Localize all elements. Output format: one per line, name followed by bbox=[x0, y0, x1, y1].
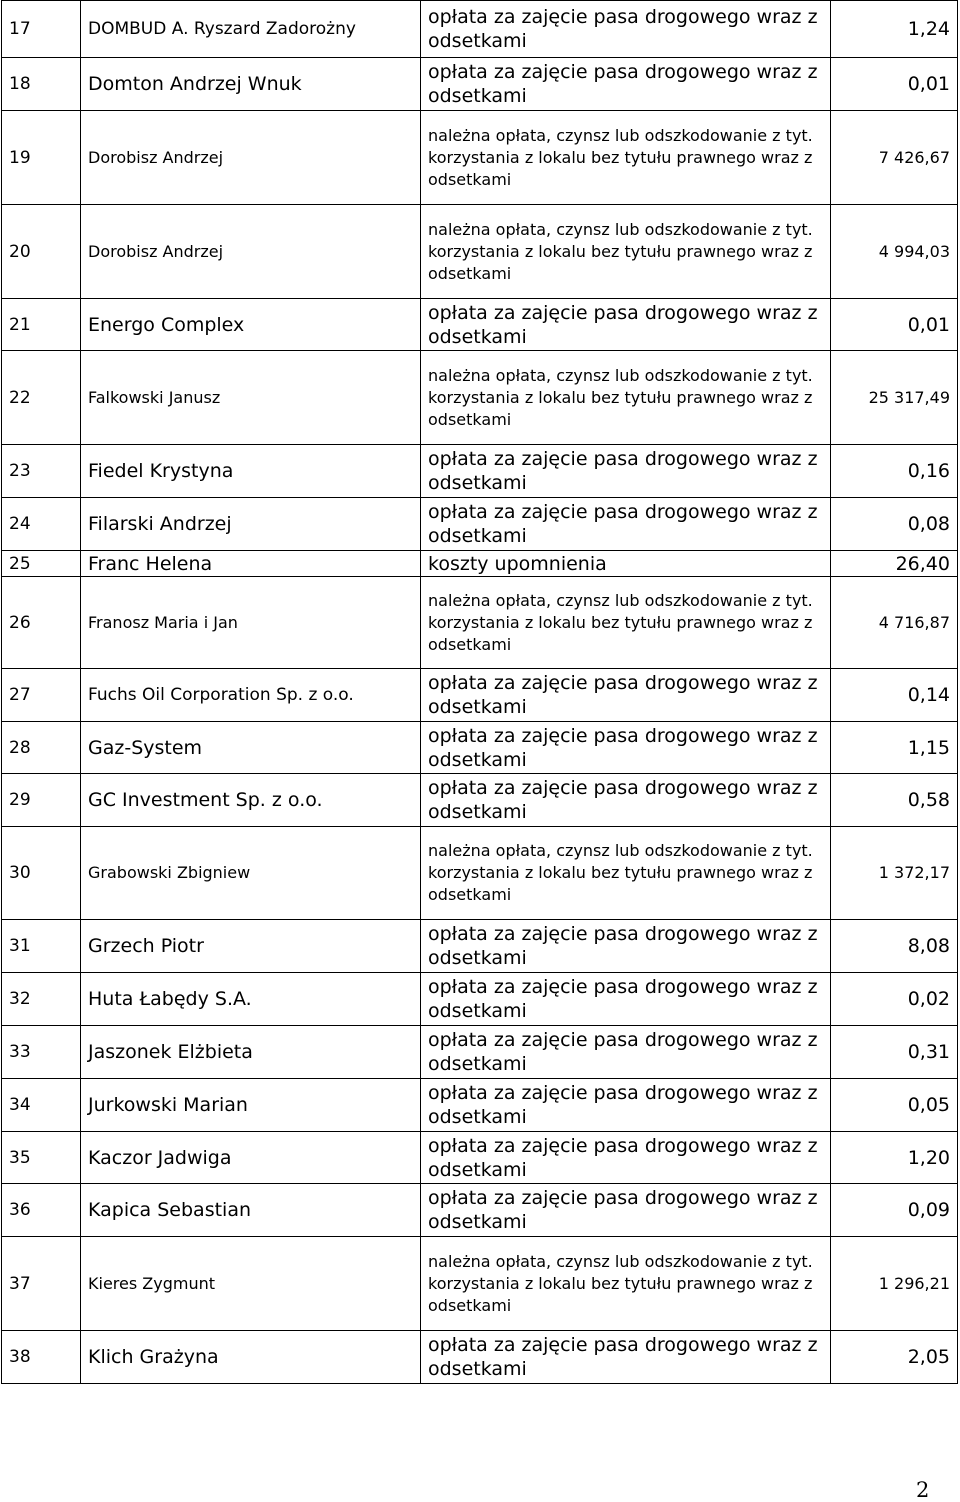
debt-amount: 26,40 bbox=[831, 551, 958, 577]
table-row bbox=[2, 973, 958, 1026]
row-number: 22 bbox=[2, 351, 81, 445]
table-row bbox=[2, 722, 958, 774]
debt-description: opłata za zajęcie pasa drogowego wraz z odsetkami bbox=[421, 1, 831, 58]
debtor-name: Klich Grażyna bbox=[81, 1331, 421, 1384]
table-row bbox=[2, 827, 958, 920]
debtor-name: Franc Helena bbox=[81, 551, 421, 577]
table-row bbox=[2, 551, 958, 577]
table-row bbox=[2, 920, 958, 973]
debt-description: opłata za zajęcie pasa drogowego wraz z odsetkami bbox=[421, 498, 831, 551]
debtor-name: Jurkowski Marian bbox=[81, 1079, 421, 1132]
debt-description: opłata za zajęcie pasa drogowego wraz z odsetkami bbox=[421, 669, 831, 722]
row-number: 21 bbox=[2, 299, 81, 351]
debt-amount: 0,01 bbox=[831, 58, 958, 111]
debtor-name: Filarski Andrzej bbox=[81, 498, 421, 551]
row-number: 31 bbox=[2, 920, 81, 973]
debt-description: opłata za zajęcie pasa drogowego wraz z odsetkami bbox=[421, 58, 831, 111]
table-row bbox=[2, 1331, 958, 1384]
debtor-name: Kaczor Jadwiga bbox=[81, 1132, 421, 1184]
table-row bbox=[2, 1184, 958, 1237]
debt-description: opłata za zajęcie pasa drogowego wraz z odsetkami bbox=[421, 1079, 831, 1132]
debt-amount: 0,08 bbox=[831, 498, 958, 551]
debt-amount: 0,58 bbox=[831, 774, 958, 827]
table-row bbox=[2, 111, 958, 205]
debt-description: opłata za zajęcie pasa drogowego wraz z odsetkami bbox=[421, 722, 831, 774]
debt-description: opłata za zajęcie pasa drogowego wraz z odsetkami bbox=[421, 920, 831, 973]
row-number: 32 bbox=[2, 973, 81, 1026]
debt-description: opłata za zajęcie pasa drogowego wraz z odsetkami bbox=[421, 445, 831, 498]
debt-description: opłata za zajęcie pasa drogowego wraz z odsetkami bbox=[421, 1132, 831, 1184]
debt-description: koszty upomnienia bbox=[421, 551, 831, 577]
debt-amount: 2,05 bbox=[831, 1331, 958, 1384]
debtor-name: Dorobisz Andrzej bbox=[81, 111, 421, 205]
debt-amount: 0,09 bbox=[831, 1184, 958, 1237]
row-number: 28 bbox=[2, 722, 81, 774]
debtor-name: Falkowski Janusz bbox=[81, 351, 421, 445]
table-row bbox=[2, 577, 958, 669]
debtor-name: Grabowski Zbigniew bbox=[81, 827, 421, 920]
debt-amount: 4 994,03 bbox=[831, 205, 958, 299]
debtor-name: Franosz Maria i Jan bbox=[81, 577, 421, 669]
debt-amount: 8,08 bbox=[831, 920, 958, 973]
table-row bbox=[2, 58, 958, 111]
debtor-name: Grzech Piotr bbox=[81, 920, 421, 973]
debt-amount: 0,31 bbox=[831, 1026, 958, 1079]
row-number: 19 bbox=[2, 111, 81, 205]
debtor-name: Kieres Zygmunt bbox=[81, 1237, 421, 1331]
table-row bbox=[2, 774, 958, 827]
row-number: 35 bbox=[2, 1132, 81, 1184]
debt-amount: 0,16 bbox=[831, 445, 958, 498]
debtor-name: DOMBUD A. Ryszard Zadorożny bbox=[81, 1, 421, 58]
debtors-table bbox=[1, 0, 958, 1384]
table-row bbox=[2, 445, 958, 498]
row-number: 23 bbox=[2, 445, 81, 498]
debtor-name: Energo Complex bbox=[81, 299, 421, 351]
debtor-name: GC Investment Sp. z o.o. bbox=[81, 774, 421, 827]
debtor-name: Jaszonek Elżbieta bbox=[81, 1026, 421, 1079]
debtor-name: Gaz-System bbox=[81, 722, 421, 774]
debt-description: opłata za zajęcie pasa drogowego wraz z odsetkami bbox=[421, 1026, 831, 1079]
debtor-name: Dorobisz Andrzej bbox=[81, 205, 421, 299]
row-number: 27 bbox=[2, 669, 81, 722]
row-number: 17 bbox=[2, 1, 81, 58]
debt-description: należna opłata, czynsz lub odszkodowanie z tyt. korzystania z lokalu bez tytułu prawnego wraz z odsetkami bbox=[421, 351, 831, 445]
debt-description: należna opłata, czynsz lub odszkodowanie z tyt. korzystania z lokalu bez tytułu prawnego wraz z odsetkami bbox=[421, 205, 831, 299]
debt-description: należna opłata, czynsz lub odszkodowanie z tyt. korzystania z lokalu bez tytułu prawnego wraz z odsetkami bbox=[421, 577, 831, 669]
debt-amount: 0,14 bbox=[831, 669, 958, 722]
table-row bbox=[2, 669, 958, 722]
debtor-name: Domton Andrzej Wnuk bbox=[81, 58, 421, 111]
debtor-name: Kapica Sebastian bbox=[81, 1184, 421, 1237]
debt-amount: 7 426,67 bbox=[831, 111, 958, 205]
table-row bbox=[2, 1132, 958, 1184]
debt-description: opłata za zajęcie pasa drogowego wraz z odsetkami bbox=[421, 299, 831, 351]
row-number: 20 bbox=[2, 205, 81, 299]
table-row bbox=[2, 1079, 958, 1132]
debtor-name: Fuchs Oil Corporation Sp. z o.o. bbox=[81, 669, 421, 722]
row-number: 34 bbox=[2, 1079, 81, 1132]
debt-amount: 1 296,21 bbox=[831, 1237, 958, 1331]
row-number: 29 bbox=[2, 774, 81, 827]
debt-amount: 4 716,87 bbox=[831, 577, 958, 669]
debtors-table-body bbox=[2, 1, 958, 1384]
row-number: 24 bbox=[2, 498, 81, 551]
debt-amount: 0,02 bbox=[831, 973, 958, 1026]
debt-description: należna opłata, czynsz lub odszkodowanie z tyt. korzystania z lokalu bez tytułu prawnego wraz z odsetkami bbox=[421, 1237, 831, 1331]
debt-amount: 0,01 bbox=[831, 299, 958, 351]
table-row bbox=[2, 1026, 958, 1079]
debt-description: opłata za zajęcie pasa drogowego wraz z odsetkami bbox=[421, 774, 831, 827]
debt-amount: 1,20 bbox=[831, 1132, 958, 1184]
debt-description: opłata za zajęcie pasa drogowego wraz z odsetkami bbox=[421, 1331, 831, 1384]
debt-amount: 1,24 bbox=[831, 1, 958, 58]
page-number: 2 bbox=[916, 1478, 930, 1502]
debt-description: opłata za zajęcie pasa drogowego wraz z odsetkami bbox=[421, 1184, 831, 1237]
table-row bbox=[2, 351, 958, 445]
debt-amount: 1,15 bbox=[831, 722, 958, 774]
table-row bbox=[2, 1237, 958, 1331]
debt-amount: 0,05 bbox=[831, 1079, 958, 1132]
debt-amount: 25 317,49 bbox=[831, 351, 958, 445]
debt-description: opłata za zajęcie pasa drogowego wraz z odsetkami bbox=[421, 973, 831, 1026]
debtor-name: Fiedel Krystyna bbox=[81, 445, 421, 498]
table-row bbox=[2, 205, 958, 299]
table-row bbox=[2, 498, 958, 551]
debt-amount: 1 372,17 bbox=[831, 827, 958, 920]
table-row bbox=[2, 299, 958, 351]
row-number: 26 bbox=[2, 577, 81, 669]
row-number: 38 bbox=[2, 1331, 81, 1384]
row-number: 30 bbox=[2, 827, 81, 920]
row-number: 37 bbox=[2, 1237, 81, 1331]
debt-description: należna opłata, czynsz lub odszkodowanie z tyt. korzystania z lokalu bez tytułu prawnego wraz z odsetkami bbox=[421, 111, 831, 205]
row-number: 25 bbox=[2, 551, 81, 577]
debt-description: należna opłata, czynsz lub odszkodowanie z tyt. korzystania z lokalu bez tytułu prawnego wraz z odsetkami bbox=[421, 827, 831, 920]
debtor-name: Huta Łabędy S.A. bbox=[81, 973, 421, 1026]
row-number: 18 bbox=[2, 58, 81, 111]
table-row bbox=[2, 1, 958, 58]
row-number: 36 bbox=[2, 1184, 81, 1237]
row-number: 33 bbox=[2, 1026, 81, 1079]
